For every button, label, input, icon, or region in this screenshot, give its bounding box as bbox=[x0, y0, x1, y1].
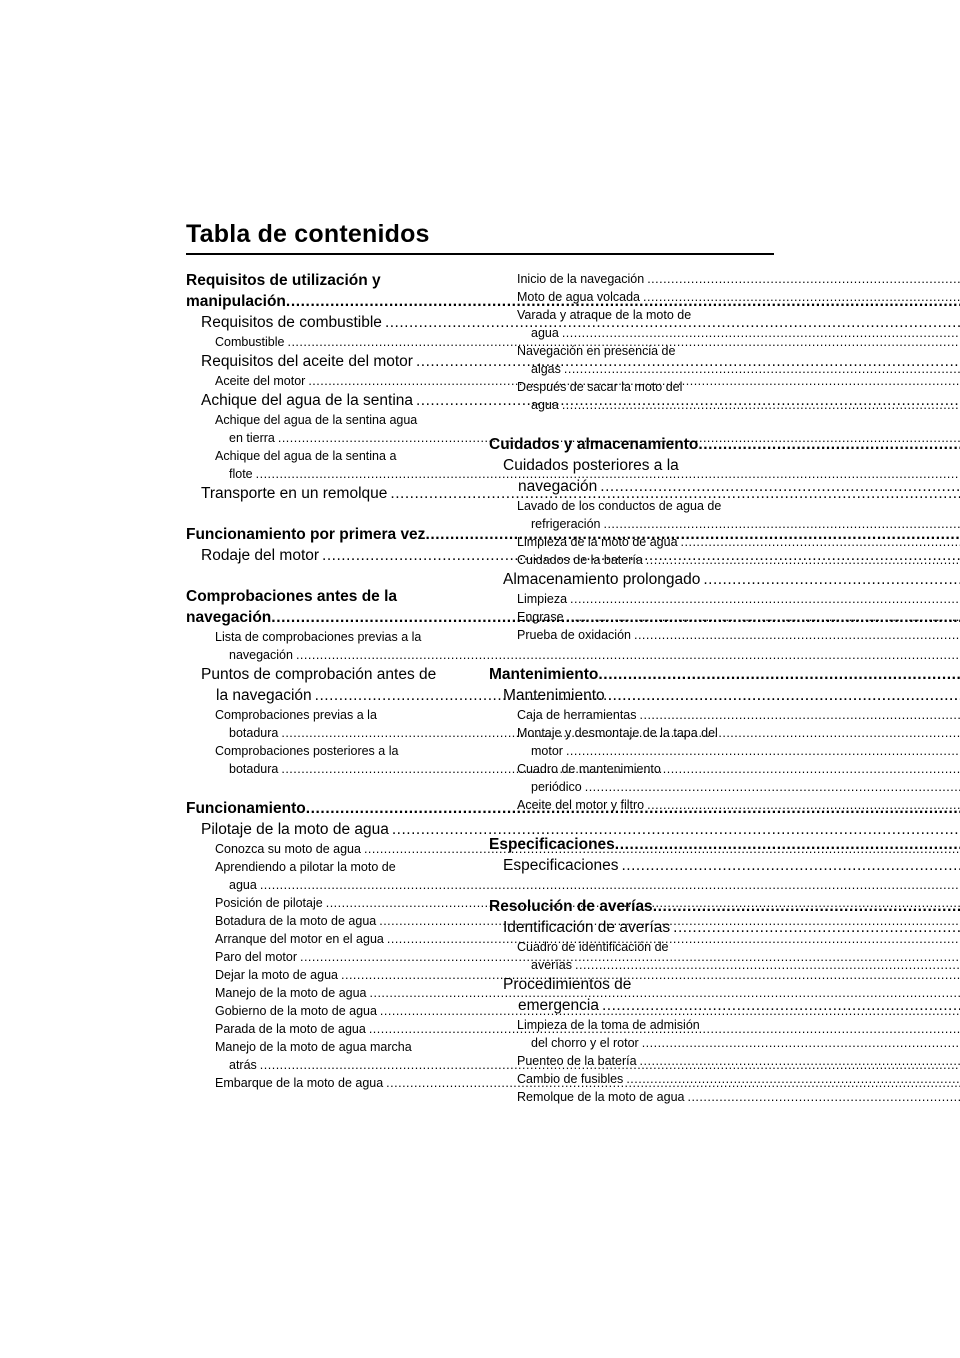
section-title: Requisitos de combustible bbox=[201, 314, 382, 331]
subsection-title: algas bbox=[531, 362, 561, 376]
dot-leader bbox=[646, 553, 960, 567]
dot-leader bbox=[681, 535, 960, 549]
subsection-title: Manejo de la moto de agua bbox=[215, 986, 367, 1000]
chapter-entry[interactable] bbox=[489, 664, 774, 685]
subsection-entry[interactable] bbox=[489, 706, 774, 724]
section-line[interactable] bbox=[186, 545, 472, 566]
chapter-line[interactable] bbox=[186, 291, 472, 312]
subsection-entry[interactable] bbox=[186, 1074, 472, 1092]
subsection-title: Limpieza bbox=[517, 592, 568, 606]
section-line[interactable] bbox=[186, 312, 472, 333]
subsection-entry[interactable] bbox=[186, 930, 472, 948]
subsection-entry[interactable] bbox=[186, 706, 472, 742]
subsection-title: agua bbox=[229, 878, 257, 892]
subsection-entry[interactable] bbox=[186, 894, 472, 912]
subsection-title: periódico bbox=[531, 780, 582, 794]
chapter-line[interactable] bbox=[186, 524, 472, 545]
subsection-title: Navegación en presencia de bbox=[517, 344, 676, 358]
section-title: Rodaje del motor bbox=[201, 547, 320, 564]
subsection-entry[interactable] bbox=[489, 1070, 774, 1088]
subsection-title: Lavado de los conductos de agua de bbox=[517, 499, 722, 513]
dot-leader bbox=[615, 836, 960, 853]
subsection-title: agua bbox=[531, 326, 559, 340]
section-title: Requisitos del aceite del motor bbox=[201, 353, 413, 370]
subsection-entry[interactable] bbox=[489, 796, 774, 814]
dot-leader bbox=[566, 744, 960, 758]
subsection-title: Manejo de la moto de agua marcha bbox=[215, 1040, 412, 1054]
subsection-line[interactable] bbox=[186, 966, 472, 984]
toc-section bbox=[489, 834, 774, 876]
chapter-line[interactable] bbox=[489, 434, 774, 455]
toc-section bbox=[186, 270, 472, 504]
chapter-title: navegación bbox=[186, 609, 272, 626]
subsection-line[interactable] bbox=[186, 912, 472, 930]
section-line[interactable] bbox=[489, 855, 774, 876]
subsection-line[interactable] bbox=[186, 840, 472, 858]
subsection-entry[interactable] bbox=[186, 372, 472, 390]
toc-section bbox=[489, 270, 774, 414]
section-entry[interactable] bbox=[489, 974, 774, 1016]
subsection-line[interactable] bbox=[489, 742, 774, 760]
section-entry[interactable] bbox=[186, 483, 472, 504]
subsection-title: navegación bbox=[229, 648, 293, 662]
subsection-title: Comprobaciones posteriores a la bbox=[215, 744, 399, 758]
subsection-line[interactable] bbox=[489, 1034, 774, 1052]
dot-leader bbox=[687, 1090, 960, 1104]
subsection-line[interactable] bbox=[489, 796, 774, 814]
subsection-entry[interactable] bbox=[186, 984, 472, 1002]
subsection-line[interactable] bbox=[489, 590, 774, 608]
dot-leader bbox=[703, 571, 960, 588]
section-title: Procedimientos de bbox=[503, 976, 632, 993]
subsection-title: Cuadro de identificación de bbox=[517, 940, 669, 954]
section-line[interactable] bbox=[489, 476, 774, 497]
subsection-entry[interactable] bbox=[489, 1016, 774, 1052]
dot-leader bbox=[640, 1054, 960, 1068]
section-entry[interactable] bbox=[489, 455, 774, 497]
subsection-title: del chorro y el rotor bbox=[531, 1036, 639, 1050]
subsection-line[interactable] bbox=[186, 724, 472, 742]
subsection-line[interactable] bbox=[489, 1052, 774, 1070]
chapter-line[interactable] bbox=[186, 607, 472, 628]
dot-leader bbox=[673, 919, 960, 936]
subsection-entry[interactable] bbox=[489, 760, 774, 796]
subsection-title: Inicio de la navegación bbox=[517, 272, 645, 286]
subsection-title: Caja de herramientas bbox=[517, 708, 637, 722]
subsection-entry[interactable] bbox=[489, 497, 774, 533]
subsection-entry[interactable] bbox=[186, 966, 472, 984]
section-entry[interactable] bbox=[489, 685, 774, 706]
subsection-entry[interactable] bbox=[186, 628, 472, 664]
section-title: Achique del agua de la sentina bbox=[201, 392, 413, 409]
section-title: Cuidados posteriores a la bbox=[503, 457, 679, 474]
subsection-line[interactable] bbox=[186, 429, 472, 447]
subsection-entry[interactable] bbox=[186, 1002, 472, 1020]
subsection-title: motor bbox=[531, 744, 563, 758]
toc-column-left bbox=[186, 270, 472, 1092]
subsection-title: Comprobaciones previas a la bbox=[215, 708, 377, 722]
dot-leader bbox=[640, 708, 960, 722]
subsection-title: Embarque de la moto de agua bbox=[215, 1076, 384, 1090]
subsection-entry[interactable] bbox=[489, 306, 774, 342]
subsection-entry[interactable] bbox=[489, 342, 774, 378]
subsection-entry[interactable] bbox=[186, 333, 472, 351]
subsection-entry[interactable] bbox=[186, 912, 472, 930]
subsection-title: Aprendiendo a pilotar la moto de bbox=[215, 860, 396, 874]
subsection-entry[interactable] bbox=[489, 551, 774, 569]
chapter-entry[interactable] bbox=[186, 586, 472, 628]
section-title: Especificaciones bbox=[503, 857, 619, 874]
dot-leader bbox=[562, 326, 960, 340]
subsection-entry[interactable] bbox=[186, 858, 472, 894]
toc-section bbox=[489, 664, 774, 814]
subsection-title: Moto de agua volcada bbox=[517, 290, 641, 304]
toc-section bbox=[186, 524, 472, 566]
subsection-line[interactable] bbox=[489, 533, 774, 551]
subsection-title: Conozca su moto de agua bbox=[215, 842, 361, 856]
subsection-line[interactable] bbox=[186, 465, 472, 483]
title-divider bbox=[186, 253, 774, 255]
subsection-title: Aceite del motor y filtro bbox=[517, 798, 645, 812]
subsection-line[interactable] bbox=[489, 324, 774, 342]
dot-leader bbox=[643, 290, 960, 304]
dot-leader bbox=[602, 997, 960, 1014]
dot-leader bbox=[621, 857, 960, 874]
subsection-line[interactable] bbox=[489, 778, 774, 796]
subsection-title: Aceite del motor bbox=[215, 374, 306, 388]
chapter-entry[interactable] bbox=[489, 896, 774, 917]
chapter-line[interactable] bbox=[489, 664, 774, 685]
dot-leader bbox=[608, 687, 960, 704]
subsection-title: Limpieza de la moto de agua bbox=[517, 535, 678, 549]
section-title: emergencia bbox=[518, 997, 599, 1014]
subsection-title: Remolque de la moto de agua bbox=[517, 1090, 685, 1104]
subsection-line[interactable] bbox=[186, 876, 472, 894]
chapter-line[interactable] bbox=[489, 834, 774, 855]
subsection-title: botadura bbox=[229, 762, 279, 776]
subsection-title: Achique del agua de la sentina agua bbox=[215, 413, 418, 427]
subsection-entry[interactable] bbox=[489, 378, 774, 414]
dot-leader bbox=[585, 780, 960, 794]
subsection-entry[interactable] bbox=[489, 533, 774, 551]
subsection-entry[interactable] bbox=[489, 1088, 774, 1106]
section-title: Puntos de comprobación antes de bbox=[201, 666, 437, 683]
chapter-title: Requisitos de utilización y bbox=[186, 272, 381, 289]
section-title: Pilotaje de la moto de agua bbox=[201, 821, 389, 838]
section-line[interactable] bbox=[489, 569, 774, 590]
dot-leader bbox=[562, 398, 960, 412]
section-entry[interactable] bbox=[186, 545, 472, 566]
chapter-entry[interactable] bbox=[489, 434, 774, 455]
subsection-line[interactable] bbox=[186, 1002, 472, 1020]
subsection-line[interactable] bbox=[489, 288, 774, 306]
chapter-entry[interactable] bbox=[489, 834, 774, 855]
subsection-title: Después de sacar la moto del bbox=[517, 380, 683, 394]
subsection-title: Botadura de la moto de agua bbox=[215, 914, 377, 928]
subsection-line[interactable] bbox=[489, 626, 774, 644]
dot-leader bbox=[647, 798, 960, 812]
subsection-title: refrigeración bbox=[531, 517, 601, 531]
section-line[interactable] bbox=[186, 351, 472, 372]
dot-leader bbox=[570, 592, 960, 606]
subsection-line[interactable] bbox=[489, 1088, 774, 1106]
subsection-entry[interactable] bbox=[489, 288, 774, 306]
dot-leader bbox=[626, 1072, 960, 1086]
chapter-line[interactable] bbox=[186, 798, 472, 819]
section-line[interactable] bbox=[186, 819, 472, 840]
toc-section bbox=[489, 896, 774, 1106]
subsection-line[interactable] bbox=[489, 956, 774, 974]
subsection-line[interactable] bbox=[489, 360, 774, 378]
section-entry[interactable] bbox=[186, 664, 472, 706]
dot-leader bbox=[653, 898, 960, 915]
subsection-title: Montaje y desmontaje de la tapa del bbox=[517, 726, 718, 740]
subsection-title: flote bbox=[229, 467, 253, 481]
subsection-line[interactable] bbox=[186, 930, 472, 948]
subsection-title: Achique del agua de la sentina a bbox=[215, 449, 397, 463]
section-line[interactable] bbox=[186, 390, 472, 411]
subsection-title: Varada y atraque de la moto de bbox=[517, 308, 692, 322]
subsection-title: Prueba de oxidación bbox=[517, 628, 631, 642]
toc-section bbox=[186, 586, 472, 778]
chapter-title: Cuidados y almacenamiento bbox=[489, 436, 699, 453]
dot-leader bbox=[698, 436, 960, 453]
subsection-entry[interactable] bbox=[186, 948, 472, 966]
section-entry[interactable] bbox=[186, 819, 472, 840]
section-line[interactable] bbox=[489, 995, 774, 1016]
section-line[interactable] bbox=[186, 685, 472, 706]
chapter-entry[interactable] bbox=[186, 524, 472, 545]
section-title: Transporte en un remolque bbox=[201, 485, 388, 502]
subsection-line[interactable] bbox=[186, 1020, 472, 1038]
subsection-title: Arranque del motor en el agua bbox=[215, 932, 384, 946]
subsection-entry[interactable] bbox=[489, 1052, 774, 1070]
subsection-line[interactable] bbox=[489, 396, 774, 414]
subsection-entry[interactable] bbox=[186, 840, 472, 858]
subsection-title: Parada de la moto de agua bbox=[215, 1022, 366, 1036]
chapter-title: manipulación bbox=[186, 293, 286, 310]
subsection-entry[interactable] bbox=[489, 938, 774, 974]
chapter-title: Resolución de averías bbox=[489, 898, 653, 915]
section-title: navegación bbox=[518, 478, 598, 495]
section-line[interactable] bbox=[489, 917, 774, 938]
subsection-entry[interactable] bbox=[489, 270, 774, 288]
section-title: Identificación de averías bbox=[503, 919, 671, 936]
dot-leader bbox=[600, 478, 960, 495]
dot-leader bbox=[575, 958, 960, 972]
subsection-line[interactable] bbox=[186, 372, 472, 390]
subsection-title: Posición de pilotaje bbox=[215, 896, 323, 910]
dot-leader bbox=[642, 1036, 960, 1050]
dot-leader bbox=[564, 362, 960, 376]
chapter-title: Comprobaciones antes de la bbox=[186, 588, 398, 605]
subsection-title: Lista de comprobaciones previas a la bbox=[215, 630, 422, 644]
subsection-line[interactable] bbox=[489, 706, 774, 724]
section-line[interactable] bbox=[489, 685, 774, 706]
subsection-title: Paro del motor bbox=[215, 950, 297, 964]
subsection-entry[interactable] bbox=[186, 742, 472, 778]
subsection-line[interactable] bbox=[489, 608, 774, 626]
section-title: la navegación bbox=[216, 687, 312, 704]
subsection-entry[interactable] bbox=[489, 590, 774, 608]
section-entry[interactable] bbox=[186, 351, 472, 372]
subsection-line[interactable] bbox=[489, 1070, 774, 1088]
subsection-line[interactable] bbox=[186, 1056, 472, 1074]
subsection-line[interactable] bbox=[186, 984, 472, 1002]
dot-leader bbox=[603, 517, 960, 531]
subsection-title: averías bbox=[531, 958, 572, 972]
section-entry[interactable] bbox=[186, 390, 472, 411]
dot-leader bbox=[647, 272, 960, 286]
section-entry[interactable] bbox=[186, 312, 472, 333]
section-title: Almacenamiento prolongado bbox=[503, 571, 701, 588]
chapter-entry[interactable] bbox=[186, 270, 472, 312]
subsection-title: Cuadro de mantenimiento bbox=[517, 762, 661, 776]
subsection-line[interactable] bbox=[186, 333, 472, 351]
subsection-entry[interactable] bbox=[186, 447, 472, 483]
chapter-title: Funcionamiento por primera vez bbox=[186, 526, 426, 543]
toc-column-right bbox=[489, 270, 774, 1106]
chapter-title: Mantenimiento bbox=[489, 666, 599, 683]
subsection-entry[interactable] bbox=[489, 724, 774, 760]
subsection-title: atrás bbox=[229, 1058, 257, 1072]
section-entry[interactable] bbox=[489, 855, 774, 876]
chapter-line[interactable] bbox=[489, 896, 774, 917]
chapter-entry[interactable] bbox=[186, 798, 472, 819]
chapter-title: Especificaciones bbox=[489, 836, 615, 853]
subsection-title: Dejar la moto de agua bbox=[215, 968, 338, 982]
subsection-title: Gobierno de la moto de agua bbox=[215, 1004, 377, 1018]
subsection-line[interactable] bbox=[489, 551, 774, 569]
subsection-title: Puenteo de la batería bbox=[517, 1054, 637, 1068]
section-entry[interactable] bbox=[489, 569, 774, 590]
section-entry[interactable] bbox=[489, 917, 774, 938]
subsection-line[interactable] bbox=[186, 760, 472, 778]
subsection-line[interactable] bbox=[489, 515, 774, 533]
dot-leader bbox=[567, 610, 960, 624]
chapter-title: Funcionamiento bbox=[186, 800, 306, 817]
subsection-title: Limpieza de la toma de admisión bbox=[517, 1018, 700, 1032]
dot-leader bbox=[598, 666, 960, 683]
subsection-title: botadura bbox=[229, 726, 279, 740]
subsection-entry[interactable] bbox=[489, 626, 774, 644]
subsection-title: agua bbox=[531, 398, 559, 412]
subsection-line[interactable] bbox=[186, 1074, 472, 1092]
subsection-entry[interactable] bbox=[186, 411, 472, 447]
subsection-line[interactable] bbox=[186, 948, 472, 966]
page-title: Tabla de contenidos bbox=[186, 220, 430, 248]
subsection-title: en tierra bbox=[229, 431, 275, 445]
section-title: Mantenimiento bbox=[503, 687, 605, 704]
subsection-title: Combustible bbox=[215, 335, 285, 349]
subsection-title: Cuidados de la batería bbox=[517, 553, 643, 567]
subsection-entry[interactable] bbox=[489, 608, 774, 626]
toc-section bbox=[489, 434, 774, 644]
subsection-title: Engrase bbox=[517, 610, 564, 624]
subsection-line[interactable] bbox=[186, 646, 472, 664]
subsection-line[interactable] bbox=[186, 894, 472, 912]
section-line[interactable] bbox=[186, 483, 472, 504]
dot-leader bbox=[634, 628, 960, 642]
subsection-title: Cambio de fusibles bbox=[517, 1072, 624, 1086]
subsection-entry[interactable] bbox=[186, 1020, 472, 1038]
subsection-entry[interactable] bbox=[186, 1038, 472, 1074]
subsection-line[interactable] bbox=[489, 270, 774, 288]
toc-section bbox=[186, 798, 472, 1092]
